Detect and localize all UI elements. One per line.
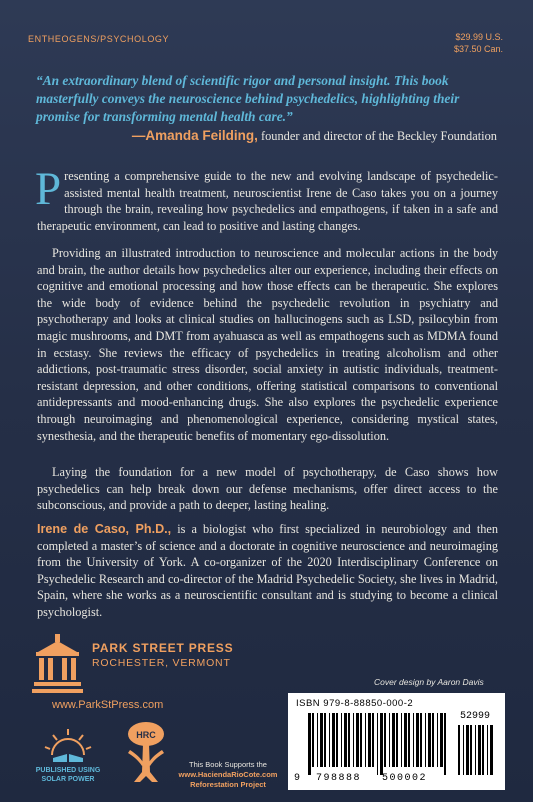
barcode-left-digits: 798888 <box>316 773 362 784</box>
publisher-location: ROCHESTER, VERMONT <box>92 657 231 669</box>
solar-line-1: PUBLISHED USING <box>35 767 101 774</box>
reforestation-support-text <box>168 760 288 790</box>
endorser-role: founder and director of the Beckley Foundation <box>257 129 497 143</box>
tree-icon <box>120 720 172 792</box>
author-bio <box>37 521 498 621</box>
price-us: $29.99 U.S. <box>455 32 503 42</box>
description-paragraph-2: Providing an illustrated introduction to neuroscience and molecular actions in the body and brain, the author details how psychedelics alter our experience, including their effects on cognitive and emotional processing and how those effects can be therapeutic. She explores the wide body of evidence behind the psychedelic revolution in psychiatry and psychotherapy and looks at clinical studies on hallucinogens such as LSD, psilocybin from magic mushrooms, and DMT from ayahuasca as well as empathogens such as MDMA found in ecstasy. She reviews the efficacy of psychedelics in treating alcoholism and other addictions, post-traumatic stress disorder, social anxiety in autistic individuals, treatment-resistant depression, and other conditions, offering statistical comparisons to conventional antidepressants and mood-enhancing drugs. She also explores the psychedelic experience through neuroimaging and phenomenological experience, considering mystical states, synesthesia, and the therapeutic benefits of momentary ego-dissolution. <box>37 246 498 443</box>
drop-cap: P <box>35 163 62 215</box>
support-line-3: Reforestation Project <box>190 780 266 789</box>
barcode-right-digits: 500002 <box>382 773 428 784</box>
solar-line-2: SOLAR POWER <box>41 776 95 783</box>
description-paragraph-3: Laying the foundation for a new model of psychotherapy, de Caso shows how psychedelics can help break down our defense mechanisms, offer direct access to the subconscious, and provide a path to deeper, lasting healing. <box>37 465 498 513</box>
author-bio-text: is a biologist who first specialized in neurobiology and then completed a master’s of science and a doctorate in cognitive neuroscience and neuroimaging from the University of York. A co-organizer of the 2020 Interdisciplinary Conference on Psychedelic Research and co-director of the Madrid Psychedelic Society, she lives in Madrid, Spain, where she works as a neuroscientific consultant and is studying to become a clinical psychologist. <box>37 522 498 619</box>
cover-design-credit: Cover design by Aaron Davis <box>374 677 484 687</box>
support-website: www.HaciendaRioCote.com <box>178 770 278 779</box>
isbn-label: ISBN 979-8-88850-000-2 <box>296 698 414 709</box>
author-name: Irene de Caso, Ph.D., <box>37 522 172 536</box>
solar-power-icon <box>41 725 95 763</box>
category-label: ENTHEOGENS/PSYCHOLOGY <box>28 34 170 44</box>
solar-power-badge <box>30 766 106 784</box>
park-street-press-logo-icon <box>30 632 85 698</box>
hrc-logo-text: HRC <box>136 730 156 740</box>
endorser-name: —Amanda Feilding, <box>131 128 258 143</box>
price-canada: $37.50 Can. <box>453 44 503 54</box>
publisher-name: PARK STREET PRESS <box>92 641 234 655</box>
support-line-1: This Book Supports the <box>189 760 267 769</box>
endorsement-attribution <box>132 128 497 144</box>
publisher-website: www.ParkStPress.com <box>52 699 164 711</box>
description-paragraph-1 <box>35 163 498 234</box>
price-code: 52999 <box>460 711 491 722</box>
barcode-lead-digit: 9 <box>294 773 301 784</box>
endorsement-quote: “An extraordinary blend of scientific rigor and personal insight. This book masterfully conveys the neuroscience behind psychedelics, highlighting their promise for transforming mental health care.” <box>36 73 460 124</box>
barcode-panel <box>288 693 505 790</box>
isbn-barcode-icon <box>308 713 450 775</box>
price-barcode-icon <box>458 725 496 775</box>
description-paragraph-1-text: resenting a comprehensive guide to the new and evolving landscape of psychedelic-assisted mental health treatment, neuroscientist Irene de Caso takes you on a journey through the brain, revealing how psychedelics and empathogens, if taken in a safe and therapeutic environment, can lead to positive and lasting changes. <box>37 169 498 233</box>
